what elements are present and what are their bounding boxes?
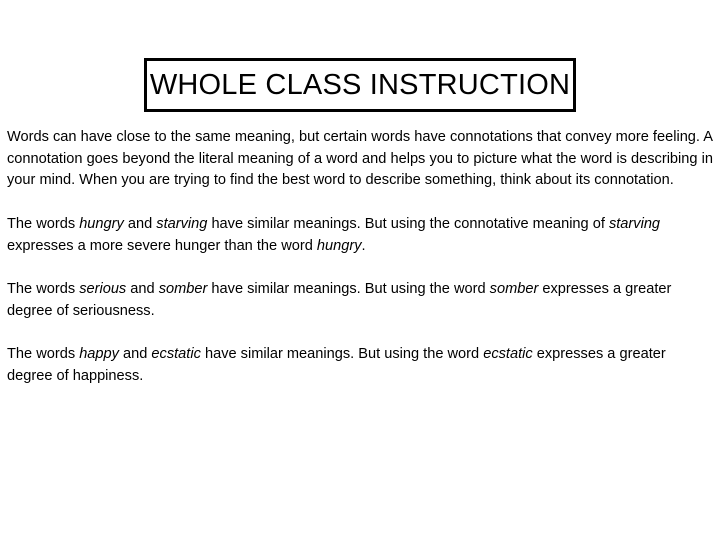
example-word: happy xyxy=(79,345,119,362)
slide-body xyxy=(7,127,713,409)
example-text: have similar meanings. But using the word xyxy=(207,280,490,297)
example-text: have similar meanings. But using the connotative meaning of xyxy=(207,215,609,232)
slide-title: WHOLE CLASS INSTRUCTION xyxy=(149,68,571,101)
example-text: The words xyxy=(7,345,80,362)
example-text: and xyxy=(126,280,159,297)
example-paragraph-hungry-starving xyxy=(7,214,713,257)
example-text: have similar meanings. But using the word xyxy=(200,345,484,362)
example-word: somber xyxy=(158,280,208,297)
example-text: expresses a greater degree of seriousness. xyxy=(7,280,672,319)
example-paragraph-serious-somber xyxy=(7,279,713,322)
example-word: serious xyxy=(79,280,127,297)
example-word: hungry xyxy=(79,215,124,232)
example-text: expresses a more severe hunger than the word xyxy=(7,237,317,254)
example-text: expresses a greater degree of happiness. xyxy=(7,345,666,384)
example-word: ecstatic xyxy=(483,345,533,362)
example-word: starving xyxy=(608,215,661,232)
example-paragraph-happy-ecstatic xyxy=(7,344,713,387)
example-word: somber xyxy=(489,280,539,297)
example-word: starving xyxy=(156,215,208,232)
example-text: . xyxy=(361,237,366,254)
example-word: ecstatic xyxy=(151,345,201,362)
example-text: and xyxy=(118,345,152,362)
example-text: and xyxy=(123,215,157,232)
title-box xyxy=(144,58,576,112)
example-text: The words xyxy=(7,280,80,297)
intro-paragraph: Words can have close to the same meaning, but certain words have connotations that convey more feeling. A connotation goes beyond the literal meaning of a word and helps you to picture what the word is describing in your mind. When you are trying to find the best word to describe something, think about its connotation. xyxy=(7,129,713,189)
example-word: hungry xyxy=(316,237,362,254)
example-text: The words xyxy=(7,215,80,232)
